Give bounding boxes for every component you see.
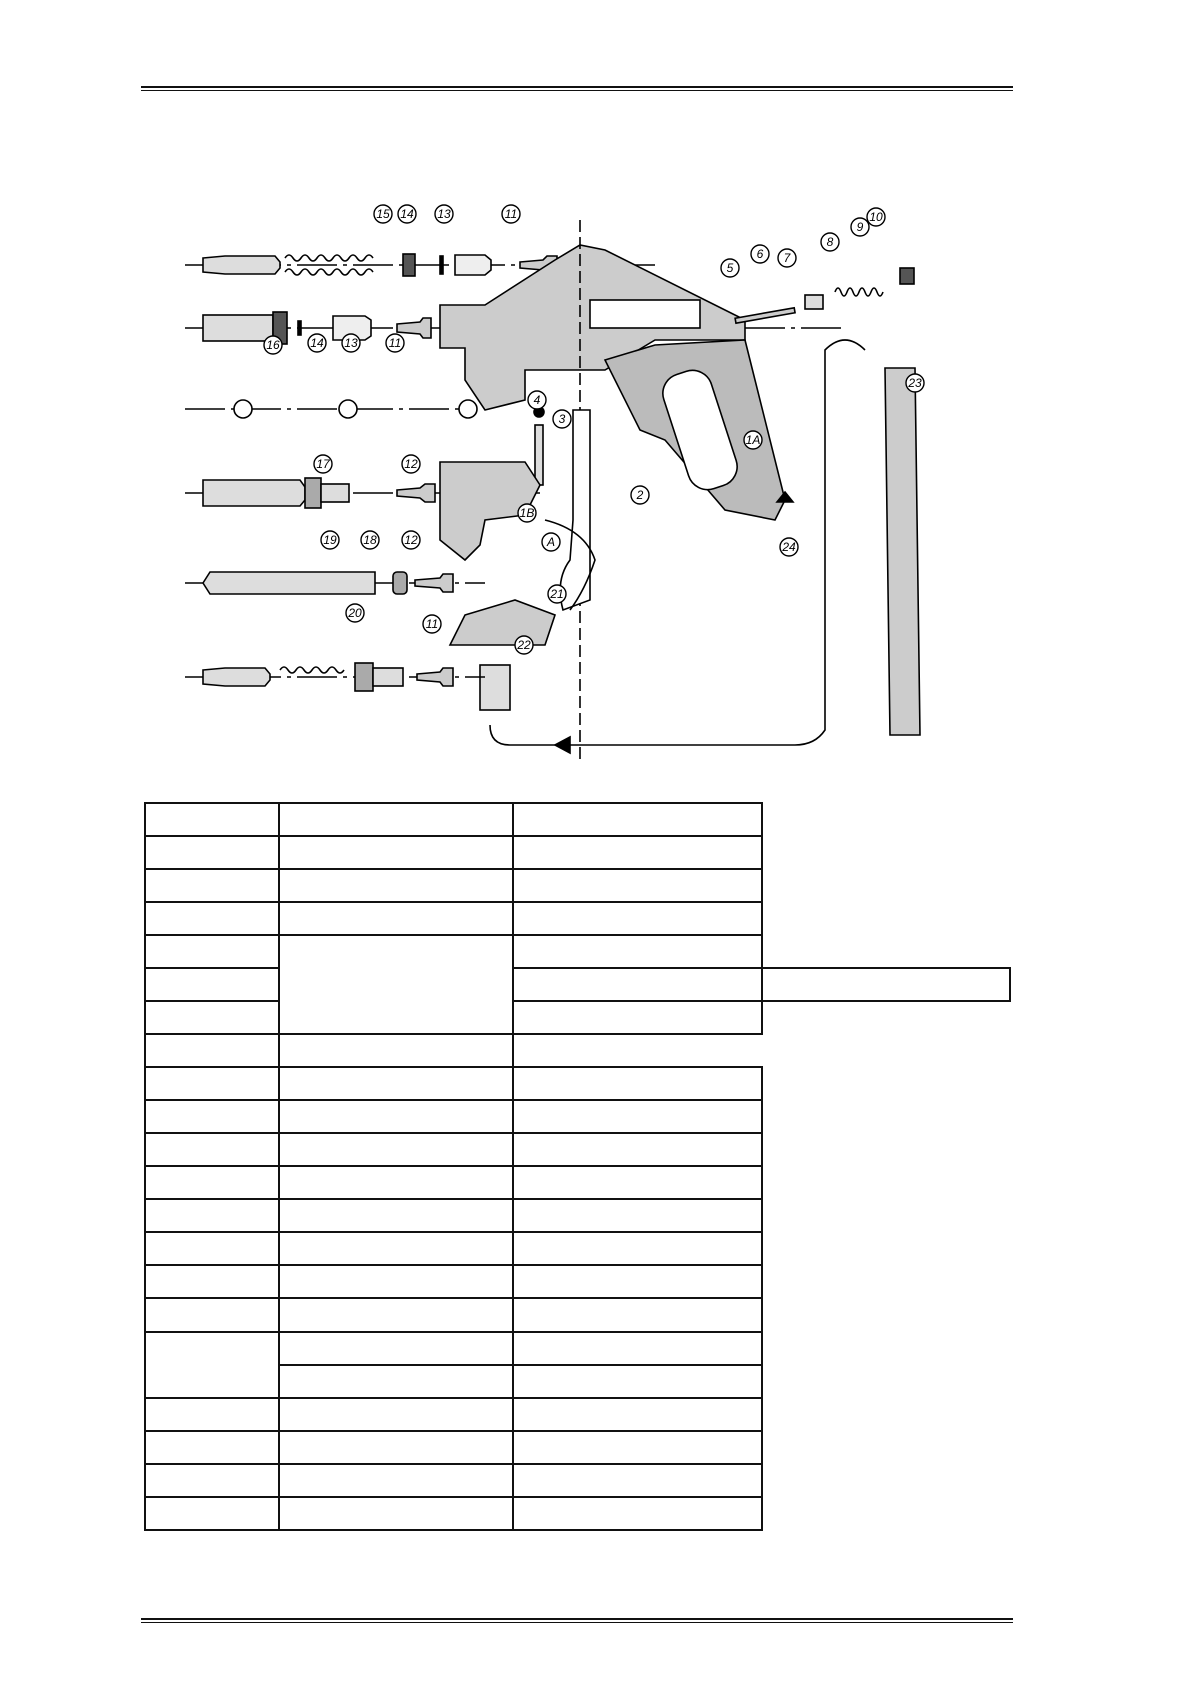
table-row: [145, 1265, 1010, 1298]
table-cell-c2: [279, 1497, 513, 1530]
callout-label: 24: [782, 540, 796, 554]
callout-label: 19: [323, 533, 337, 547]
table-row: [145, 1398, 1010, 1431]
pin-3: [535, 425, 543, 485]
table-cell-c2: [279, 1431, 513, 1464]
callout-label: 13: [437, 207, 451, 221]
callout-label: 21: [550, 587, 564, 601]
table-cell-c1: [145, 1067, 279, 1100]
table-row: [145, 1133, 1010, 1166]
table-cell-c2: [279, 1100, 513, 1133]
table-cell-c2: [513, 968, 762, 1001]
table-cell-c3: [513, 1166, 762, 1199]
callout-label: 17: [316, 457, 330, 471]
table-row: [145, 1166, 1010, 1199]
table-cell-c1: [145, 803, 279, 836]
table-row: [145, 1298, 1010, 1331]
table-cell-c2: [279, 1067, 513, 1100]
callout-label: 2: [636, 488, 644, 502]
table-cell-c1: [145, 1100, 279, 1133]
table-cell-c1: [145, 869, 279, 902]
table-row: [145, 869, 1010, 902]
table-row: [145, 1332, 1010, 1365]
table-cell-c1: [145, 1265, 279, 1298]
table-cell-c3: [513, 869, 762, 902]
table-cell-c2: [279, 935, 513, 1034]
table-cell-c3: [513, 1298, 762, 1331]
table-cell-c3: [513, 1332, 762, 1365]
table-cell-c3: [513, 1497, 762, 1530]
table-cell-c1: [145, 1166, 279, 1199]
table-cell-c2: [279, 1464, 513, 1497]
callout-label: 1A: [745, 433, 761, 447]
table-row: [145, 902, 1010, 935]
part-22: [480, 665, 510, 710]
footer-rule: [141, 1618, 1013, 1623]
callout-label: 4: [533, 393, 541, 407]
table-cell-c1: [145, 1431, 279, 1464]
table-row: [145, 1199, 1010, 1232]
exploded-parts-drawing: [185, 200, 985, 780]
table-row: [145, 1497, 1010, 1530]
table-cell-c1: [145, 1298, 279, 1331]
part-21: [450, 600, 555, 645]
callout-label: 16: [266, 338, 280, 352]
table-cell-c3: [513, 1398, 762, 1431]
nozzle-assembly-20: [185, 663, 485, 691]
table-cell-c2: [279, 1133, 513, 1166]
table-cell-c2: [279, 1332, 513, 1365]
callout-label: 1B: [519, 506, 535, 520]
table-cell-c3: [513, 1133, 762, 1166]
table-cell-c2: [279, 1398, 513, 1431]
table-row: [145, 968, 1010, 1001]
nozzle-assembly-19: [185, 572, 485, 594]
table-cell-c3: [513, 1067, 762, 1100]
table-cell-c3: [513, 935, 762, 968]
table-cell-c3: [513, 1365, 762, 1398]
table-cell-c3: [513, 1001, 762, 1034]
callout-label: 3: [558, 412, 566, 426]
callout-label: 14: [310, 336, 324, 350]
callout-label: 11: [504, 207, 518, 221]
table-cell-c3: [513, 1431, 762, 1464]
table-cell-c3: [513, 1232, 762, 1265]
table-cell-c1: [145, 1464, 279, 1497]
table-cell-c3: [279, 1034, 513, 1067]
table-row: [145, 935, 1010, 968]
table-cell-c3: [762, 968, 1011, 1001]
callout-label: 8: [826, 235, 834, 249]
table-cell-c2: [279, 869, 513, 902]
callout-label: 14: [400, 207, 414, 221]
table-cell-c1: [145, 1332, 279, 1398]
callout-label: 15: [376, 207, 390, 221]
table-cell-c2: [279, 1166, 513, 1199]
callout-label: 12: [404, 533, 418, 547]
callout-label: 22: [517, 638, 531, 652]
table-row: [145, 1100, 1010, 1133]
table-row: [145, 1001, 1010, 1034]
table-cell-c2: [279, 803, 513, 836]
callout-label: A: [546, 535, 556, 549]
callout-label: 12: [404, 457, 418, 471]
table-cell-c2: [279, 1232, 513, 1265]
callout-label: 5: [726, 261, 734, 275]
callout-label: 13: [344, 336, 358, 350]
table-cell-c3: [513, 902, 762, 935]
table-cell-c3: [513, 803, 762, 836]
table-cell-c1: [145, 1232, 279, 1265]
callout-label: 18: [363, 533, 377, 547]
callout-label: 6: [756, 247, 764, 261]
table-cell-c1: [145, 902, 279, 935]
trigger-2: [545, 410, 595, 610]
center-line-circles: [185, 400, 477, 418]
table-cell-c1: [145, 1034, 279, 1067]
table-cell-c1: [145, 968, 279, 1001]
table-cell-c3: [513, 1100, 762, 1133]
parts-list-table: [144, 802, 1011, 1531]
callout-label: 11: [388, 336, 402, 350]
callout-label: 7: [783, 251, 791, 265]
callout-label: 10: [869, 210, 883, 224]
callout-label: 23: [908, 376, 922, 390]
callout-label: 11: [425, 617, 439, 631]
table-cell-c3: [513, 1464, 762, 1497]
valve-stem-assembly: [735, 268, 914, 323]
table-cell-c1: [145, 1133, 279, 1166]
table-row: [145, 1067, 1010, 1100]
callout-label: 9: [856, 220, 864, 234]
table-row: [145, 1232, 1010, 1265]
table-cell-c3: [513, 1199, 762, 1232]
header-rule: [141, 86, 1013, 91]
callout-label: 20: [348, 606, 362, 620]
table-row: [145, 836, 1010, 869]
table-cell-c2: [279, 1365, 513, 1398]
table-cell-c1: [145, 836, 279, 869]
table-row: [145, 1431, 1010, 1464]
table-cell-c2: [279, 1199, 513, 1232]
table-cell-c1: [145, 1199, 279, 1232]
table-row: [145, 1034, 1010, 1067]
table-cell-c3: [513, 1265, 762, 1298]
table-cell-c2: [279, 1265, 513, 1298]
table-row: [145, 803, 1010, 836]
table-cell-c2: [279, 902, 513, 935]
table-cell-c1: [145, 1398, 279, 1431]
table-cell-c1: [145, 1001, 279, 1034]
table-row: [145, 1464, 1010, 1497]
table-cell-c1: [145, 935, 279, 968]
table-cell-c2: [279, 1298, 513, 1331]
table-cell-c1: [145, 1497, 279, 1530]
table-cell-c3: [513, 836, 762, 869]
table-cell-c2: [279, 836, 513, 869]
